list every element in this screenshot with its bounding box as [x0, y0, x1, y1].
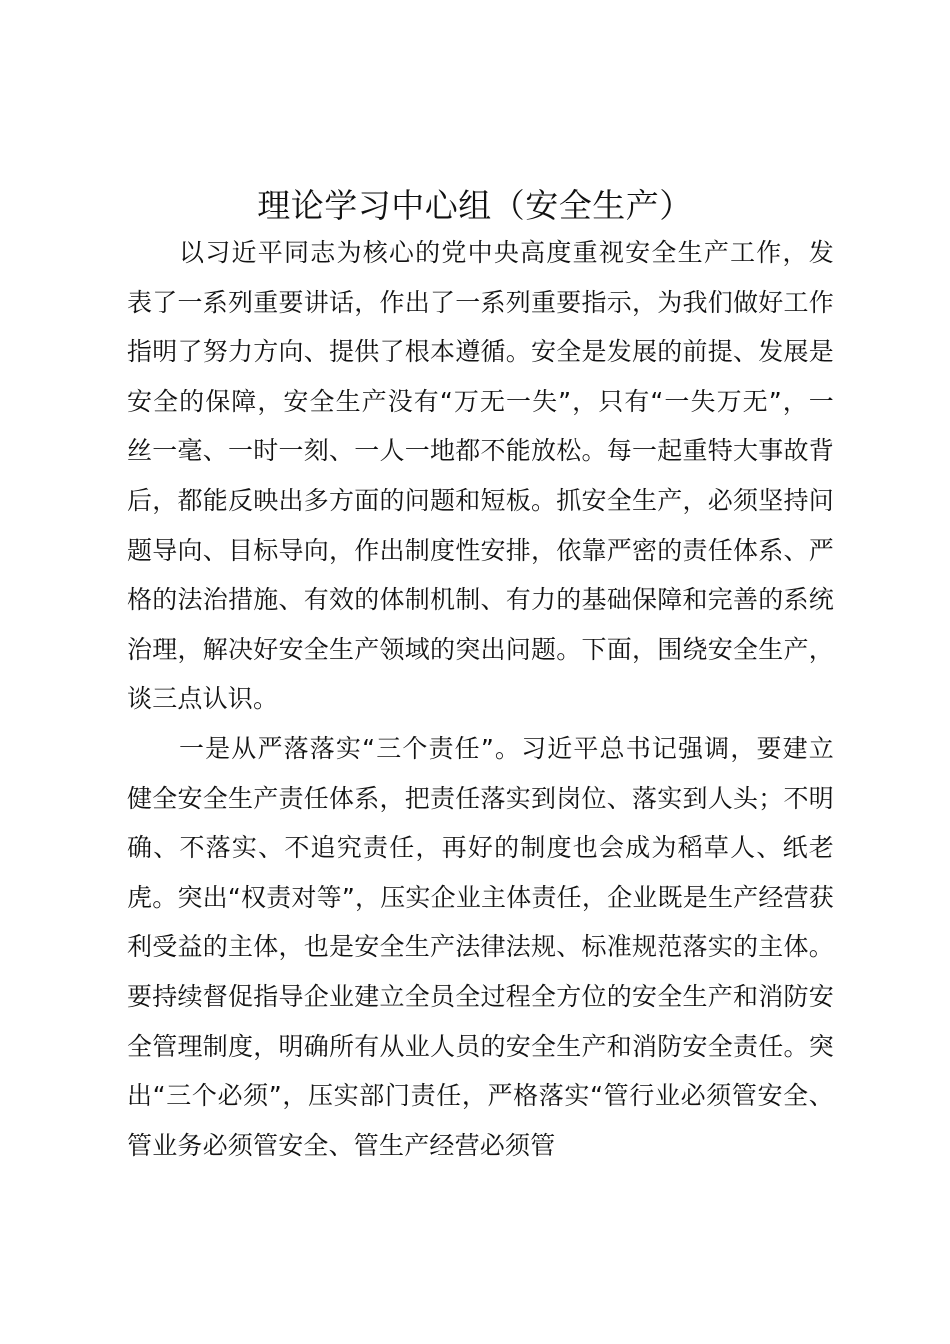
document-body — [127, 228, 834, 1170]
document-title: 理论学习中心组（安全生产） — [257, 186, 693, 225]
paragraph-intro: 以习近平同志为核心的党中央高度重视安全生产工作，发表了一系列重要讲话，作出了一系列重要指示，为我们做好工作指明了努力方向、提供了根本遵循。安全是发展的前提、发展是安全的保障，安全生产没有“万无一失”，只有“一失万无”，一丝一毫、一时一刻、一人一地都不能放松。每一起重特大事故背后，都能反映出多方面的问题和短板。抓安全生产，必须坚持问题导向、目标导向，作出制度性安排，依靠严密的责任体系、严格的法治措施、有效的体制机制、有力的基础保障和完善的系统治理，解决好安全生产领域的突出问题。下面，围绕安全生产，谈三点认识。 — [127, 238, 834, 714]
paragraph-point-one: 一是从严落落实“三个责任”。习近平总书记强调，要建立健全安全生产责任体系，把责任落实到岗位、落实到人头；不明确、不落实、不追究责任，再好的制度也会成为稻草人、纸老虎。突出“权责对等”，压实企业主体责任，企业既是生产经营获利受益的主体，也是安全生产法律法规、标准规范落实的主体。要持续督促指导企业建立全员全过程全方位的安全生产和消防安全管理制度，明确所有从业人员的安全生产和消防安全责任。突出“三个必须”，压实部门责任，严格落实“管行业必须管安全、管业务必须管安全、管生产经营必须管 — [127, 733, 834, 1160]
